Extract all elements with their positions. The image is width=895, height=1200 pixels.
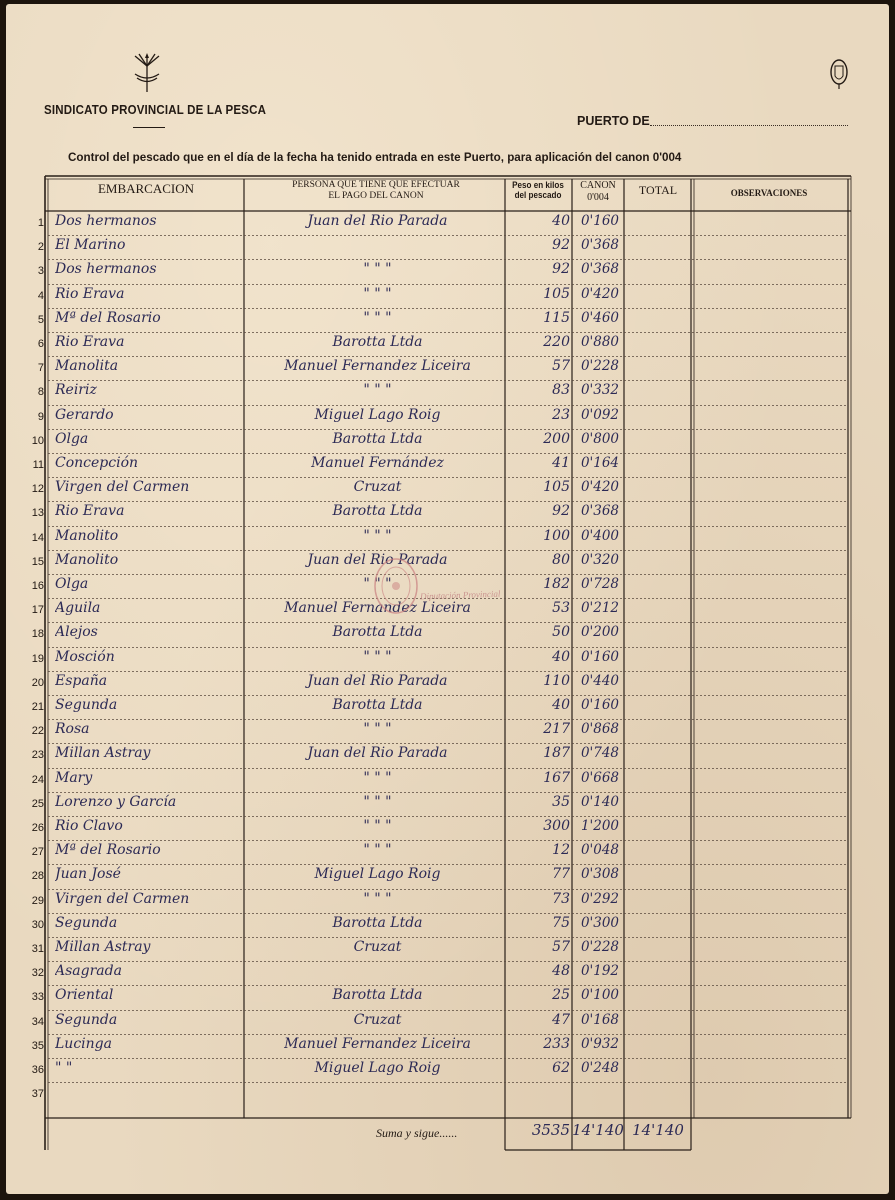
row-number: 6 xyxy=(37,338,44,350)
row-number: 33 xyxy=(31,991,44,1004)
persona-cell: " " " xyxy=(363,721,392,738)
table-row xyxy=(0,502,895,525)
canon-cell: 0'168 xyxy=(580,1011,620,1028)
canon-cell: 0'300 xyxy=(580,914,620,931)
persona-cell: " " " xyxy=(363,261,392,278)
row-number: 11 xyxy=(32,459,44,471)
canon-cell: 0'868 xyxy=(580,721,620,738)
peso-cell: 83 xyxy=(552,382,570,399)
persona-cell: Manuel Fernandez Liceira xyxy=(284,600,471,617)
canon-cell: 1'200 xyxy=(580,818,620,834)
table-row xyxy=(0,720,895,743)
table-row xyxy=(0,551,895,574)
peso-cell: 217 xyxy=(543,721,570,738)
column-header-canon-line2: 0'004 xyxy=(587,191,609,203)
persona-cell: Juan del Rio Parada xyxy=(307,213,448,229)
row-number: 36 xyxy=(31,1064,44,1076)
canon-cell: 0'932 xyxy=(580,1035,620,1052)
embarcacion-cell: Aguila xyxy=(55,600,101,617)
embarcacion-cell: Concepción xyxy=(55,455,139,471)
persona-cell: Miguel Lago Roig xyxy=(314,1060,441,1076)
table-row xyxy=(0,841,895,864)
embarcacion-cell: Oriental xyxy=(55,987,114,1004)
peso-cell: 92 xyxy=(552,503,570,520)
embarcacion-cell: Rosa xyxy=(55,721,90,738)
persona-cell: Cruzat xyxy=(353,939,402,955)
peso-cell: 40 xyxy=(552,213,570,229)
canon-cell: 0'160 xyxy=(580,213,620,229)
column-header-peso xyxy=(510,180,566,201)
canon-cell: 0'212 xyxy=(580,600,620,617)
canon-cell: 0'192 xyxy=(580,963,620,980)
peso-cell: 48 xyxy=(552,963,570,980)
puerto-label: PUERTO DE xyxy=(577,114,650,128)
persona-cell: Barotta Ltda xyxy=(332,697,423,713)
persona-cell: " " " xyxy=(363,890,392,907)
persona-cell: Barotta Ltda xyxy=(332,334,423,350)
row-number: 4 xyxy=(37,289,44,302)
table-row xyxy=(0,260,895,283)
peso-cell: 73 xyxy=(552,890,570,907)
row-number: 8 xyxy=(37,386,44,399)
table-row xyxy=(0,672,895,695)
peso-cell: 115 xyxy=(543,309,570,326)
persona-cell: " " " xyxy=(363,382,392,399)
persona-cell: Barotta Ltda xyxy=(332,987,423,1004)
embarcacion-cell: Segunda xyxy=(55,1011,118,1028)
canon-cell: 0'400 xyxy=(580,527,620,544)
peso-cell: 100 xyxy=(543,527,570,544)
column-header-observaciones: OBSERVACIONES xyxy=(730,188,808,198)
canon-cell: 0'160 xyxy=(580,697,620,713)
peso-cell: 110 xyxy=(543,672,570,689)
canon-cell: 0'368 xyxy=(580,237,620,254)
embarcacion-cell: Olga xyxy=(55,430,89,447)
embarcacion-cell: Lucinga xyxy=(55,1035,112,1052)
canon-cell: 0'228 xyxy=(580,358,620,375)
canon-cell: 0'160 xyxy=(580,648,620,665)
persona-cell: Manuel Fernandez Liceira xyxy=(284,1035,471,1052)
persona-cell: Barotta Ltda xyxy=(332,430,423,447)
canon-cell: 0'420 xyxy=(580,285,620,302)
persona-cell: Manuel Fernandez Liceira xyxy=(284,358,471,375)
table-row xyxy=(0,793,895,816)
organization-name: SINDICATO PROVINCIAL DE LA PESCA xyxy=(44,103,267,117)
table-row xyxy=(0,599,895,622)
persona-cell: Juan del Rio Parada xyxy=(307,551,448,568)
row-number: 3 xyxy=(37,265,44,278)
embarcacion-cell: Dos hermanos xyxy=(55,261,157,278)
table-row xyxy=(0,285,895,308)
embarcacion-cell: Rio Erava xyxy=(55,285,125,302)
peso-cell: 105 xyxy=(543,479,570,496)
column-header-canon xyxy=(574,180,622,203)
row-number: 24 xyxy=(31,773,44,786)
canon-cell: 0'420 xyxy=(580,479,620,496)
table-row xyxy=(0,381,895,404)
column-header-peso-line2: del pescado xyxy=(514,190,562,201)
table-row xyxy=(0,454,895,477)
peso-cell: 50 xyxy=(552,624,570,641)
canon-cell: 0'292 xyxy=(580,890,620,907)
row-number: 28 xyxy=(31,870,44,883)
peso-cell: 57 xyxy=(552,939,570,955)
peso-cell: 53 xyxy=(552,600,570,617)
table-row xyxy=(0,938,895,961)
persona-cell: Miguel Lago Roig xyxy=(314,406,441,423)
table-row xyxy=(0,914,895,937)
canon-cell: 0'092 xyxy=(580,406,620,423)
embarcacion-cell: Virgen del Carmen xyxy=(55,479,190,496)
column-header-persona-line2: EL PAGO DEL CANON xyxy=(328,190,424,201)
row-number: 9 xyxy=(37,410,44,423)
peso-cell: 12 xyxy=(552,842,570,859)
embarcacion-cell: Manolito xyxy=(55,551,119,568)
table-row xyxy=(0,333,895,356)
row-number: 29 xyxy=(31,894,44,907)
suma-total-value: 14'140 xyxy=(632,1121,684,1139)
canon-cell: 0'368 xyxy=(580,503,620,520)
canon-cell: 0'308 xyxy=(580,866,620,883)
persona-cell: Miguel Lago Roig xyxy=(314,866,441,883)
row-number: 23 xyxy=(31,749,44,762)
embarcacion-cell: España xyxy=(55,672,108,689)
peso-cell: 167 xyxy=(543,769,570,786)
persona-cell: " " " xyxy=(363,648,392,665)
embarcacion-cell: Manolita xyxy=(55,358,119,375)
canon-cell: 0'100 xyxy=(580,987,620,1004)
embarcacion-cell: Mª del Rosario xyxy=(55,842,161,859)
table-row xyxy=(0,212,895,235)
peso-cell: 40 xyxy=(552,648,570,665)
row-number: 26 xyxy=(31,822,44,834)
row-number: 37 xyxy=(31,1088,44,1101)
table-row xyxy=(0,1083,895,1106)
embarcacion-cell: Rio Clavo xyxy=(55,818,123,834)
suma-y-sigue-label: Suma y sigue...... xyxy=(376,1126,458,1140)
table-row xyxy=(0,865,895,888)
row-number: 2 xyxy=(37,241,44,254)
peso-cell: 77 xyxy=(552,866,570,883)
persona-cell: " " " xyxy=(363,818,392,834)
embarcacion-cell: Mª del Rosario xyxy=(55,309,161,326)
row-number: 22 xyxy=(31,725,44,738)
table-row xyxy=(0,357,895,380)
row-number: 1 xyxy=(37,217,44,229)
canon-cell: 0'728 xyxy=(580,576,620,592)
table-row xyxy=(0,236,895,259)
row-number: 14 xyxy=(31,531,44,544)
row-number: 21 xyxy=(31,701,44,713)
persona-cell: " " " xyxy=(363,769,392,786)
embarcacion-cell: Millan Astray xyxy=(55,939,151,955)
canon-cell: 0'320 xyxy=(580,551,620,568)
column-header-persona xyxy=(248,180,504,202)
row-number: 13 xyxy=(31,507,44,520)
peso-cell: 75 xyxy=(552,914,570,931)
persona-cell: Manuel Fernández xyxy=(311,455,444,471)
canon-cell: 0'140 xyxy=(580,793,620,810)
peso-cell: 92 xyxy=(552,261,570,278)
row-number: 25 xyxy=(31,797,44,810)
persona-cell: " " " xyxy=(363,309,392,326)
embarcacion-cell: Asagrada xyxy=(55,963,122,980)
table-row xyxy=(0,769,895,792)
row-number: 31 xyxy=(31,943,44,955)
peso-cell: 62 xyxy=(552,1060,570,1076)
table-row xyxy=(0,1035,895,1058)
table-row xyxy=(0,309,895,332)
embarcacion-cell: " " xyxy=(55,1060,73,1076)
stamp-watermark-text: Diputación Provincial xyxy=(419,588,501,602)
peso-cell: 23 xyxy=(552,406,570,423)
persona-cell: Juan del Rio Parada xyxy=(307,672,448,689)
embarcacion-cell: Juan José xyxy=(55,866,121,883)
row-number: 20 xyxy=(31,676,44,689)
embarcacion-cell: Gerardo xyxy=(55,406,114,423)
embarcacion-cell: Reiriz xyxy=(55,382,97,399)
table-row xyxy=(0,962,895,985)
persona-cell: Barotta Ltda xyxy=(332,624,423,641)
persona-cell: " " " xyxy=(363,842,392,859)
column-header-total: TOTAL xyxy=(638,183,678,197)
canon-cell: 0'368 xyxy=(580,261,620,278)
embarcacion-cell: El Marino xyxy=(55,237,126,254)
peso-cell: 105 xyxy=(543,285,570,302)
row-number: 19 xyxy=(31,652,44,665)
column-header-canon-line1: CANON xyxy=(580,180,616,191)
canon-cell: 0'048 xyxy=(580,842,620,859)
peso-cell: 25 xyxy=(552,987,570,1004)
peso-cell: 300 xyxy=(543,818,570,834)
canon-cell: 0'332 xyxy=(580,382,620,399)
column-header-peso-line1: Peso en kilos xyxy=(512,180,564,190)
persona-cell: Barotta Ltda xyxy=(332,914,423,931)
table-row xyxy=(0,890,895,913)
persona-cell: " " " xyxy=(363,527,392,544)
embarcacion-cell: Rio Erava xyxy=(55,503,125,520)
column-header-persona-line1: PERSONA QUE TIENE QUE EFECTUAR xyxy=(292,180,460,190)
stamp-seal-icon xyxy=(372,556,420,616)
peso-cell: 233 xyxy=(543,1035,570,1052)
table-row xyxy=(0,623,895,646)
canon-cell: 0'460 xyxy=(580,309,620,326)
canon-cell: 0'440 xyxy=(580,672,620,689)
table-row xyxy=(0,817,895,840)
persona-cell: Cruzat xyxy=(353,1011,402,1028)
embarcacion-cell: Olga xyxy=(55,576,89,592)
table-row xyxy=(0,744,895,767)
peso-cell: 220 xyxy=(543,334,570,350)
row-number: 15 xyxy=(31,555,44,568)
row-number: 12 xyxy=(31,483,44,496)
row-number: 35 xyxy=(31,1039,44,1052)
row-number: 27 xyxy=(31,846,44,859)
persona-cell: " " " xyxy=(363,793,392,810)
peso-cell: 182 xyxy=(543,576,570,592)
peso-cell: 92 xyxy=(552,237,570,254)
row-number: 34 xyxy=(31,1015,44,1028)
persona-cell: Cruzat xyxy=(353,479,402,496)
row-number: 5 xyxy=(37,313,44,326)
peso-cell: 57 xyxy=(552,358,570,375)
embarcacion-cell: Mary xyxy=(55,769,93,786)
table-row xyxy=(0,406,895,429)
embarcacion-cell: Segunda xyxy=(55,697,118,713)
persona-cell: Barotta Ltda xyxy=(332,503,423,520)
embarcacion-cell: Alejos xyxy=(55,624,98,641)
embarcacion-cell: Rio Erava xyxy=(55,334,125,350)
column-header-embarcacion: EMBARCACION xyxy=(97,181,195,196)
embarcacion-cell: Segunda xyxy=(55,914,118,931)
table-row xyxy=(0,527,895,550)
embarcacion-cell: Virgen del Carmen xyxy=(55,890,190,907)
row-number: 18 xyxy=(31,628,44,641)
row-number: 16 xyxy=(31,580,44,592)
table-row xyxy=(0,430,895,453)
peso-cell: 187 xyxy=(543,745,570,762)
embarcacion-cell: Lorenzo y García xyxy=(55,793,177,810)
canon-cell: 0'880 xyxy=(580,334,620,350)
table-row xyxy=(0,1011,895,1034)
persona-cell: " " " xyxy=(363,285,392,302)
peso-cell: 41 xyxy=(552,455,570,471)
peso-cell: 40 xyxy=(552,697,570,713)
row-number: 17 xyxy=(31,604,44,617)
canon-cell: 0'748 xyxy=(580,745,620,762)
peso-cell: 200 xyxy=(543,430,570,447)
peso-cell: 80 xyxy=(552,551,570,568)
canon-cell: 0'668 xyxy=(580,769,620,786)
suma-canon-value: 14'140 xyxy=(572,1121,624,1139)
row-number: 32 xyxy=(31,967,44,980)
row-number: 30 xyxy=(31,918,44,931)
peso-cell: 35 xyxy=(552,793,570,810)
persona-cell: " " " xyxy=(363,576,392,592)
table-row xyxy=(0,648,895,671)
embarcacion-cell: Mosción xyxy=(55,648,115,665)
page-title: Control del pescado que en el día de la fecha ha tenido entrada en este Puerto, para aplicación del canon 0'004 xyxy=(68,150,682,164)
canon-cell: 0'228 xyxy=(580,939,620,955)
canon-cell: 0'164 xyxy=(580,455,620,471)
suma-peso-value: 3535 xyxy=(531,1121,570,1139)
table-row xyxy=(0,986,895,1009)
peso-cell: 47 xyxy=(552,1011,570,1028)
row-number: 7 xyxy=(37,362,44,375)
embarcacion-cell: Dos hermanos xyxy=(55,213,157,229)
table-row xyxy=(0,1059,895,1082)
table-row xyxy=(0,478,895,501)
canon-cell: 0'248 xyxy=(580,1060,620,1076)
row-number: 10 xyxy=(31,434,44,447)
embarcacion-cell: Millan Astray xyxy=(55,745,151,762)
embarcacion-cell: Manolito xyxy=(55,527,119,544)
table-row xyxy=(0,696,895,719)
persona-cell: Juan del Rio Parada xyxy=(307,745,448,762)
canon-cell: 0'800 xyxy=(580,430,620,447)
canon-cell: 0'200 xyxy=(580,624,620,641)
